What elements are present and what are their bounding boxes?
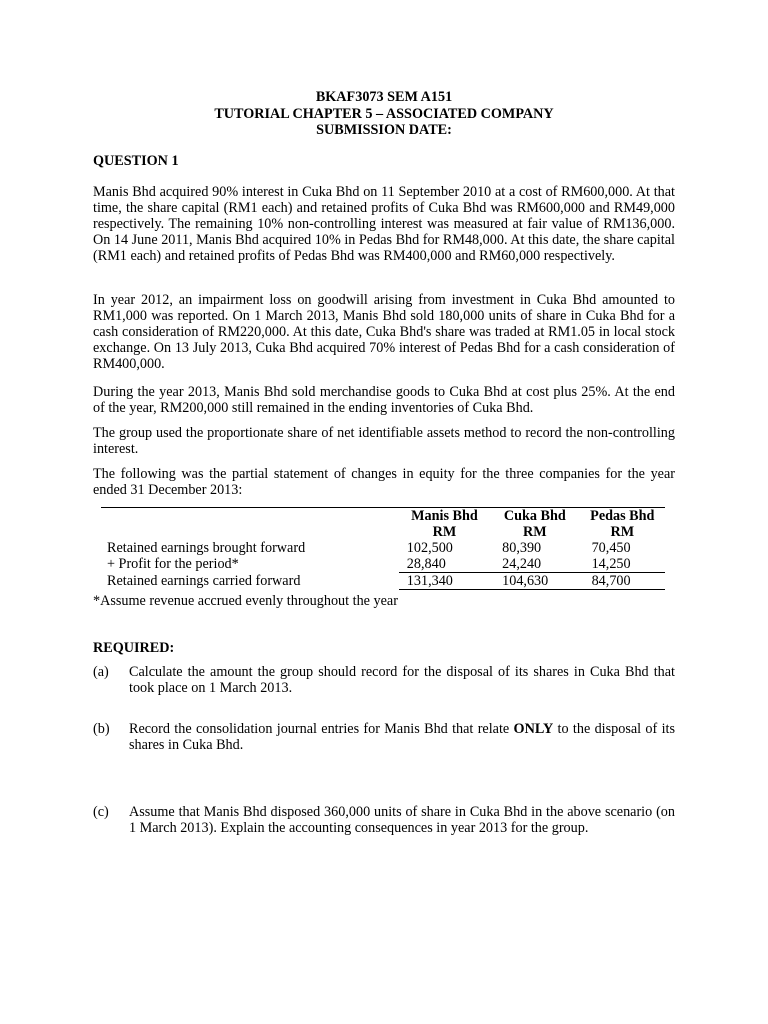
tutorial-title: TUTORIAL CHAPTER 5 – ASSOCIATED COMPANY bbox=[214, 105, 554, 122]
paragraph-1: Manis Bhd acquired 90% interest in Cuka Bhd on 11 September 2010 at a cost of RM600,000. At that time, the share capital (RM1 each) and retained profits of Cuka Bhd was RM600,000 and RM49,000 respectively. The remaining 10% non-controlling interest was measured at fair value of RM136,000. On 14 June 2011, Manis Bhd acquired 10% in Pedas Bhd for RM48,000. At this date, the share capital (RM1 each) and retained profits of Pedas Bhd was RM400,000 and RM60,000 respectively. bbox=[93, 184, 675, 264]
document-header bbox=[0, 89, 768, 139]
requirement-letter: (c) bbox=[93, 804, 109, 820]
table-header-cuka: Cuka Bhd RM bbox=[490, 508, 579, 541]
question-title: QUESTION 1 bbox=[93, 153, 179, 169]
requirement-letter: (a) bbox=[93, 664, 109, 680]
table-header-manis: Manis Bhd RM bbox=[399, 508, 490, 541]
paragraph-2: In year 2012, an impairment loss on goodwill arising from investment in Cuka Bhd amounted to RM1,000 was reported. On 1 March 2013, Manis Bhd sold 180,000 units of share in Cuka Bhd for a cash consideration of RM220,000. At this date, Cuka Bhd's share was traded at RM1.05 in local stock exchange. On 13 July 2013, Cuka Bhd acquired 70% interest of Pedas Bhd for a cash consideration of RM400,000. bbox=[93, 292, 675, 372]
table-cell: 70,450 bbox=[591, 540, 631, 556]
paragraph-5: The following was the partial statement of changes in equity for the three companies for the year ended 31 December 2013: bbox=[93, 466, 675, 498]
equity-table bbox=[101, 507, 665, 590]
requirement-text: Assume that Manis Bhd disposed 360,000 units of share in Cuka Bhd in the above scenario (on 1 March 2013). Explain the accounting consequences in year 2013 for the group. bbox=[129, 804, 675, 836]
table-cell: 131,340 bbox=[399, 573, 490, 590]
requirement-text: Record the consolidation journal entries for Manis Bhd that relate ONLY to the disposal of its shares in Cuka Bhd. bbox=[129, 721, 675, 753]
table-cell: 24,240 bbox=[490, 556, 579, 573]
course-code: BKAF3073 SEM A151 bbox=[315, 89, 453, 105]
table-row bbox=[101, 573, 665, 590]
table-header-blank bbox=[101, 508, 399, 541]
requirement-b bbox=[93, 721, 675, 753]
requirement-a bbox=[93, 664, 675, 696]
table-cell: 102,500 bbox=[406, 540, 453, 556]
table-header-pedas: Pedas Bhd RM bbox=[580, 508, 665, 541]
paragraph-3: During the year 2013, Manis Bhd sold merchandise goods to Cuka Bhd at cost plus 25%. At the end of the year, RM200,000 still remained in the ending inventories of Cuka Bhd. bbox=[93, 384, 675, 416]
table-cell: 104,630 bbox=[490, 573, 579, 590]
requirement-letter: (b) bbox=[93, 721, 110, 737]
table-cell: 80,390 bbox=[502, 540, 542, 556]
requirement-c bbox=[93, 804, 675, 836]
table-row bbox=[101, 540, 665, 556]
table-cell: 28,840 bbox=[399, 556, 490, 573]
table-cell: 14,250 bbox=[580, 556, 665, 573]
row-label: + Profit for the period* bbox=[107, 556, 239, 572]
requirement-text: Calculate the amount the group should record for the disposal of its shares in Cuka Bhd that took place on 1 March 2013. bbox=[129, 664, 675, 696]
table-row bbox=[101, 556, 665, 573]
table-footnote: *Assume revenue accrued evenly throughout the year bbox=[93, 593, 398, 609]
submission-date: SUBMISSION DATE: bbox=[316, 122, 452, 138]
required-title: REQUIRED: bbox=[93, 640, 175, 656]
paragraph-4: The group used the proportionate share of net identifiable assets method to record the non-controlling interest. bbox=[93, 425, 675, 457]
table-cell: 84,700 bbox=[580, 573, 665, 590]
row-label: Retained earnings brought forward bbox=[107, 540, 306, 556]
row-label: Retained earnings carried forward bbox=[107, 572, 301, 589]
